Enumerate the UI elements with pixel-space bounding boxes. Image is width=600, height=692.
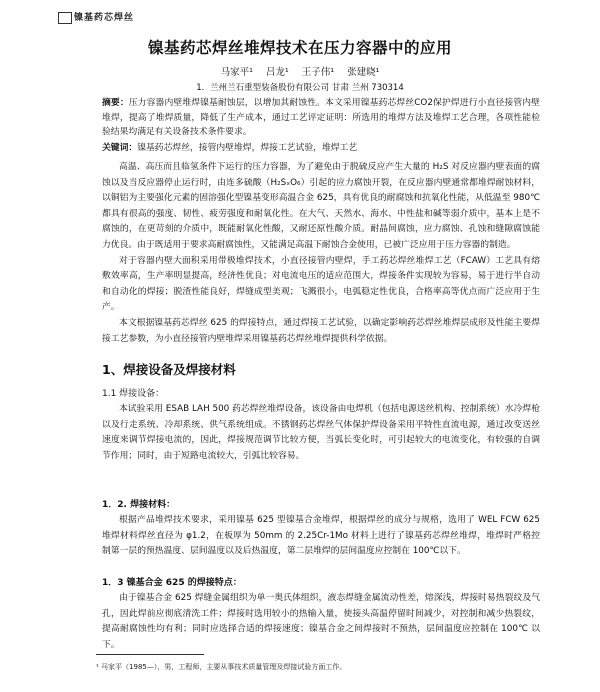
subsection-heading: 1．3 镍基合金 625 的焊接特点：: [102, 578, 242, 588]
paragraph: 由于镍基合金 625 焊缝金属组织为单一奥氏体组织，液态焊缝金属流动性差，熔深浅，焊接时易热裂纹及气孔，因此焊前应彻底清洗工件；焊接时选用较小的热输入量，使接头高温停留时间减少，对控制和减少热裂纹，提高耐腐蚀性均有利；同时应选择合适的焊接速度；镍基合金之间焊接时不预热，层间温度应控制在 100℃ 以下。: [102, 593, 540, 650]
abstract-text: 压力容器内壁堆焊镍基耐蚀层，以增加其耐蚀性。本文采用镍基药芯焊丝CO2保护焊进行小直径接管内壁堆焊，提高了堆焊质量，降低了生产成本，通过工艺评定证明：所选用的堆焊方法及堆焊工艺合理，各项性能检验结果均满足有关设备技术条件要求。: [102, 98, 540, 138]
author: 马家平¹: [220, 67, 253, 78]
subsection-heading: 1．2. 焊接材料：: [102, 500, 176, 510]
keywords-label: 关键词：: [102, 143, 138, 153]
paragraph: 高温、高压而且临氢条件下运行的压力容器，为了避免由于脱硫反应产生大量的 H₂S 对反应器内壁表面的腐蚀以及当反应器停止运行时，由连多硫酸（H₂SₓO₆）引起的应力腐蚀开裂，在反应器内壁通常都堆焊耐蚀材料，以铜铝为主要强化元素的固溶强化型镍基变形高温合金 625，具有优良的耐腐蚀和抗氧化性能，从低温至 980℃都具有很高的强度、韧性、疲劳强度和耐氧化性。在大气、天然水、海水、中性盐和碱等弱介质中，基本上是不腐蚀的，在更苛刻的介质中，既能耐氧化性酸，又耐还原性酸介质。耐晶间腐蚀，应力腐蚀、孔蚀和缝隙腐蚀能力优良。由于既适用于要求高耐腐蚀性，又能满足高温下耐蚀合金使用，已被广泛应用于压力容器的制造。: [102, 162, 540, 250]
logo-mark-icon: [58, 12, 72, 24]
affiliation: 1．兰州兰石重型装备股份有限公司 甘肃 兰州 730314: [196, 83, 404, 93]
author: 张建晓¹: [347, 67, 380, 78]
author: 吕龙¹: [265, 67, 289, 78]
introduction: [102, 160, 540, 347]
author: 王子伟¹: [301, 67, 335, 78]
paragraph: 根据产品堆焊技术要求，采用镍基 625 型镍基合金堆焊，根据焊丝的成分与规格，选用了 WEL FCW 625 堆焊材料焊丝直径为 φ1.2，在板厚为 50mm 的 2.25Cr-1Mo 材料上进行了镍基药芯焊丝堆焊，堆焊时严格控制第一层的预热温度、层间温度以及后热温度，第二层堆焊的层间温度应控制在 100℃以下。: [102, 515, 540, 557]
footnote-divider: [96, 654, 204, 655]
section-body: [102, 402, 540, 464]
keywords: [102, 141, 540, 156]
section-heading: 1、焊接设备及焊接材料: [102, 362, 236, 377]
subsection-heading: 1.1 焊接设备：: [102, 389, 165, 399]
paragraph: 对于容器内壁大面积采用带极堆焊技术，小直径接管内壁焊，手工药芯焊丝堆焊工艺（FCAW）工艺具有熔敷效率高，生产率明显提高，经济性优良；对电流电压的适应范围大，焊接条件实现较为容易，易于进行半自动和自动化的焊接；脱渣性能良好，焊缝成型美观；飞溅很小，电弧稳定性优良，合格率高等优点而广泛应用于生产。: [102, 255, 540, 313]
section-body: [102, 513, 540, 560]
paragraph: 本文根据镍基药芯焊丝 625 的焊接特点，通过焊接工艺试验，以确定影响药芯焊丝堆焊层成形及性能主要焊接工艺参数，为小直径接管内壁堆焊采用镍基药芯焊丝堆焊提供科学依据。: [102, 317, 540, 344]
author-list: [0, 64, 600, 78]
paragraph: 本试验采用 ESAB LAH 500 药芯焊丝堆焊设备，该设备由电焊机（包括电源送丝机构、控制系统）水冷焊枪以及行走系统、冷却系统、供气系统组成。不锈钢药芯焊丝气体保护焊设备采用平特性直流电源，通过改变送丝速度来调节焊接电流的，因此，焊接规范调节比较方便，当弧长变化时，可引起较大的电流变化，有较强的自调节作用；同时，由于短路电流较大，引弧比较容易。: [102, 404, 540, 461]
section-body: [102, 591, 540, 653]
paper-title: 镍基药芯焊丝堆焊技术在压力容器中的应用: [147, 39, 452, 57]
keywords-text: 镍基药芯焊丝，接管内壁堆焊，焊接工艺试验，堆焊工艺: [137, 143, 358, 153]
journal-logo: 镍基药芯焊丝: [58, 10, 134, 24]
footnote: ¹ 马家平（1985—），男，工程师，主要从事技术质量管理及焊接试验方面工作。: [96, 663, 347, 671]
abstract: [102, 96, 540, 140]
abstract-label: 摘要：: [102, 98, 129, 108]
